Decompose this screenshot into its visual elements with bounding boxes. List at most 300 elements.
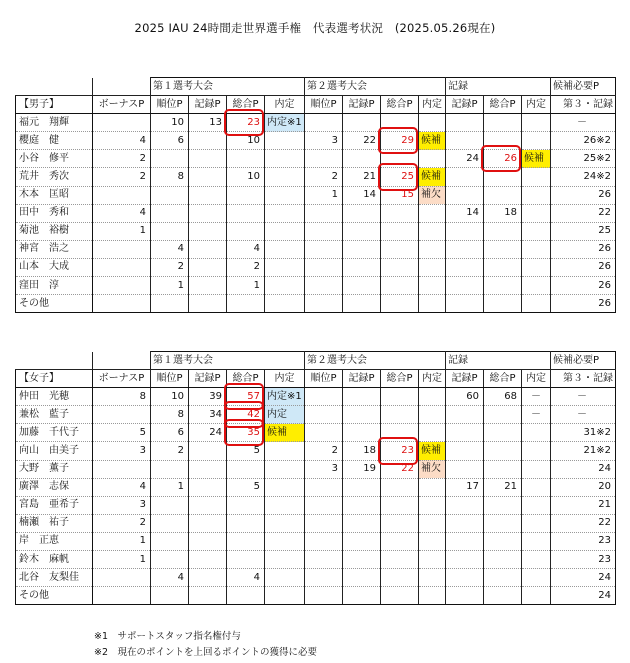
cell-r-total	[484, 569, 522, 587]
cell-need: －	[551, 406, 616, 424]
cell-s1-nt	[265, 277, 305, 295]
cell-s1-total	[227, 551, 265, 569]
cell-need: －	[551, 114, 616, 132]
cell-s1-rec	[189, 295, 227, 313]
cell-s2-rank: 2	[305, 442, 343, 460]
cell-s1-rec	[189, 569, 227, 587]
cell-s2-rec	[343, 424, 381, 442]
cell-s2-rec: 19	[343, 460, 381, 478]
cell-r-rec	[446, 587, 484, 605]
cell-s2-rec: 22	[343, 132, 381, 150]
cell-s1-rank: 4	[151, 569, 189, 587]
cell-s1-rank: 4	[151, 240, 189, 258]
cell-r-nt	[522, 551, 551, 569]
men-selection-table	[15, 77, 616, 313]
table-row	[16, 496, 616, 514]
col-s1-naitei: 内定	[265, 96, 305, 114]
cell-s2-rec	[343, 258, 381, 276]
cell-s2-total: 23	[381, 442, 419, 460]
cell-s1-rank: 8	[151, 168, 189, 186]
table-row	[16, 204, 616, 222]
col-s1-naitei: 内定	[265, 370, 305, 388]
cell-bonus	[93, 114, 151, 132]
cell-r-nt	[522, 460, 551, 478]
cell-s2-rec	[343, 277, 381, 295]
cell-bonus	[93, 240, 151, 258]
col-s2-rank: 順位P	[305, 96, 343, 114]
cell-need: 26	[551, 295, 616, 313]
group-header-record: 記録	[446, 352, 551, 370]
table-row	[16, 277, 616, 295]
cell-need: 24	[551, 460, 616, 478]
cell-s1-rank	[151, 460, 189, 478]
cell-name: 福元 翔輝	[16, 114, 93, 132]
cell-s2-rank	[305, 150, 343, 168]
cell-name: 加藤 千代子	[16, 424, 93, 442]
col-s1-record: 記録P	[189, 96, 227, 114]
cell-r-rec	[446, 258, 484, 276]
cell-s2-nt: 候補	[419, 168, 446, 186]
cell-s2-rec	[343, 587, 381, 605]
cell-s2-rank: 1	[305, 186, 343, 204]
table-row	[16, 258, 616, 276]
cell-r-rec	[446, 222, 484, 240]
cell-s1-nt	[265, 569, 305, 587]
table-row	[16, 587, 616, 605]
cell-s2-rank	[305, 114, 343, 132]
cell-s2-rank	[305, 240, 343, 258]
cell-r-rec	[446, 460, 484, 478]
cell-need: 26	[551, 277, 616, 295]
cell-s1-nt	[265, 132, 305, 150]
cell-s2-rank: 3	[305, 132, 343, 150]
cell-s1-nt	[265, 186, 305, 204]
table-row	[16, 569, 616, 587]
col-s2-rank: 順位P	[305, 370, 343, 388]
col-r-naitei: 内定	[522, 96, 551, 114]
cell-s1-total	[227, 587, 265, 605]
cell-need: 26	[551, 258, 616, 276]
cell-s2-rec: 21	[343, 168, 381, 186]
cell-s1-rank: 6	[151, 132, 189, 150]
cell-s1-rec	[189, 204, 227, 222]
cell-r-total	[484, 277, 522, 295]
cell-r-nt	[522, 587, 551, 605]
cell-r-total	[484, 514, 522, 532]
cell-name: 菊池 裕樹	[16, 222, 93, 240]
table-row	[16, 295, 616, 313]
cell-s2-total	[381, 532, 419, 550]
cell-r-rec: 24	[446, 150, 484, 168]
cell-r-nt	[522, 532, 551, 550]
cell-s2-nt: 候補	[419, 132, 446, 150]
cell-need: －	[551, 388, 616, 406]
cell-r-nt	[522, 114, 551, 132]
cell-s1-rank	[151, 186, 189, 204]
cell-name: 木本 匡昭	[16, 186, 93, 204]
cell-name: 宮島 亜希子	[16, 496, 93, 514]
cell-r-total	[484, 551, 522, 569]
col-s2-total: 総合P	[381, 96, 419, 114]
cell-s1-total: 42	[227, 406, 265, 424]
cell-s2-rank	[305, 424, 343, 442]
cell-s2-rec	[343, 514, 381, 532]
cell-s1-nt	[265, 551, 305, 569]
footnote-1: ※1 サポートスタッフ指名権付与	[94, 631, 241, 642]
cell-s2-rec	[343, 551, 381, 569]
group-header-stage2: 第２選考大会	[305, 352, 446, 370]
cell-s1-rank	[151, 496, 189, 514]
table-row	[16, 186, 616, 204]
cell-r-rec	[446, 406, 484, 424]
cell-s2-rank	[305, 406, 343, 424]
cell-s2-nt: 補欠	[419, 460, 446, 478]
cell-r-total	[484, 186, 522, 204]
cell-s2-nt	[419, 222, 446, 240]
cell-s2-rank	[305, 587, 343, 605]
cell-s2-rec	[343, 478, 381, 496]
cell-s1-rec	[189, 460, 227, 478]
cell-s1-total: 23	[227, 114, 265, 132]
cell-s2-rec	[343, 569, 381, 587]
cell-s2-total	[381, 406, 419, 424]
cell-r-nt	[522, 569, 551, 587]
cell-s1-rank: 8	[151, 406, 189, 424]
table-row	[16, 114, 616, 132]
cell-s2-total	[381, 569, 419, 587]
cell-s1-nt	[265, 150, 305, 168]
cell-s2-nt	[419, 514, 446, 532]
cell-r-total	[484, 114, 522, 132]
cell-s2-rank	[305, 478, 343, 496]
cell-s1-nt	[265, 240, 305, 258]
cell-r-nt	[522, 240, 551, 258]
cell-bonus: 2	[93, 168, 151, 186]
cell-s1-nt	[265, 204, 305, 222]
cell-s1-rank	[151, 204, 189, 222]
cell-s2-rec	[343, 114, 381, 132]
cell-s2-rec	[343, 388, 381, 406]
cell-s1-nt	[265, 532, 305, 550]
cell-name: 小谷 修平	[16, 150, 93, 168]
cell-need: 26	[551, 186, 616, 204]
cell-r-total	[484, 532, 522, 550]
cell-s2-nt	[419, 388, 446, 406]
cell-bonus	[93, 569, 151, 587]
col-s2-naitei: 内定	[419, 96, 446, 114]
header-blank	[16, 352, 93, 370]
cell-s1-total: 4	[227, 569, 265, 587]
cell-s1-rank	[151, 295, 189, 313]
cell-need: 21	[551, 496, 616, 514]
col-s1-record: 記録P	[189, 370, 227, 388]
header-blank	[16, 78, 93, 96]
cell-need: 23	[551, 532, 616, 550]
cell-need: 24※2	[551, 168, 616, 186]
cell-bonus	[93, 186, 151, 204]
col-need: 第３・記録	[551, 96, 616, 114]
cell-name: 櫻庭 健	[16, 132, 93, 150]
cell-need: 22	[551, 204, 616, 222]
cell-s2-nt	[419, 114, 446, 132]
cell-s1-rec	[189, 587, 227, 605]
cell-s1-total	[227, 222, 265, 240]
cell-s2-rank	[305, 551, 343, 569]
cell-s1-rec	[189, 222, 227, 240]
cell-r-rec	[446, 569, 484, 587]
table-row	[16, 168, 616, 186]
cell-s2-rank	[305, 222, 343, 240]
cell-s1-total	[227, 186, 265, 204]
cell-r-nt	[522, 478, 551, 496]
cell-s1-nt: 候補	[265, 424, 305, 442]
cell-bonus: 2	[93, 514, 151, 532]
cell-r-nt	[522, 204, 551, 222]
cell-bonus	[93, 277, 151, 295]
cell-s1-nt: 内定※1	[265, 114, 305, 132]
cell-s1-rec	[189, 514, 227, 532]
table-row	[16, 406, 616, 424]
cell-r-rec: 17	[446, 478, 484, 496]
cell-s1-total: 2	[227, 258, 265, 276]
table-row	[16, 240, 616, 258]
cell-r-total	[484, 240, 522, 258]
cell-s1-rec	[189, 478, 227, 496]
cell-s2-total	[381, 277, 419, 295]
cell-r-total: 68	[484, 388, 522, 406]
cell-s2-rank	[305, 258, 343, 276]
cell-r-nt: 候補	[522, 150, 551, 168]
cell-name: 窪田 淳	[16, 277, 93, 295]
cell-s1-rec	[189, 186, 227, 204]
cell-r-total	[484, 424, 522, 442]
col-r-total: 総合P	[484, 370, 522, 388]
cell-s1-rec	[189, 532, 227, 550]
cell-s2-total	[381, 258, 419, 276]
col-s2-naitei: 内定	[419, 370, 446, 388]
cell-s2-nt	[419, 240, 446, 258]
cell-bonus	[93, 460, 151, 478]
cell-need: 20	[551, 478, 616, 496]
group-header-stage1: 第１選考大会	[151, 352, 305, 370]
cell-s1-total: 35	[227, 424, 265, 442]
cell-s2-rank	[305, 532, 343, 550]
cell-s1-rank: 6	[151, 424, 189, 442]
cell-r-nt	[522, 222, 551, 240]
cell-s1-total: 10	[227, 132, 265, 150]
table-row	[16, 424, 616, 442]
cell-s2-total	[381, 295, 419, 313]
cell-s1-total: 5	[227, 442, 265, 460]
cell-s2-rank	[305, 204, 343, 222]
cell-s2-rec: 18	[343, 442, 381, 460]
col-r-naitei: 内定	[522, 370, 551, 388]
cell-need: 22	[551, 514, 616, 532]
women-selection-table	[15, 351, 616, 605]
cell-s2-rank	[305, 277, 343, 295]
table-row	[16, 442, 616, 460]
cell-name: 大野 薫子	[16, 460, 93, 478]
cell-s1-total	[227, 496, 265, 514]
cell-r-total	[484, 442, 522, 460]
col-s1-total: 総合P	[227, 96, 265, 114]
cell-r-rec	[446, 424, 484, 442]
cell-s2-total	[381, 240, 419, 258]
cell-s1-rank	[151, 222, 189, 240]
col-need: 第３・記録	[551, 370, 616, 388]
cell-name: 仲田 光穂	[16, 388, 93, 406]
cell-s2-nt	[419, 150, 446, 168]
cell-s2-nt	[419, 295, 446, 313]
table-row	[16, 460, 616, 478]
cell-r-nt	[522, 277, 551, 295]
cell-bonus: 3	[93, 442, 151, 460]
cell-r-rec	[446, 240, 484, 258]
col-r-record: 記録P	[446, 370, 484, 388]
cell-s2-rec	[343, 406, 381, 424]
cell-s2-rank: 2	[305, 168, 343, 186]
cell-name: 向山 由美子	[16, 442, 93, 460]
cell-name: 楠瀬 祐子	[16, 514, 93, 532]
cell-s1-nt	[265, 168, 305, 186]
cell-r-nt	[522, 496, 551, 514]
cell-s2-nt	[419, 424, 446, 442]
cell-s1-rank: 2	[151, 442, 189, 460]
cell-s2-rank	[305, 514, 343, 532]
cell-s1-rec	[189, 132, 227, 150]
cell-r-total	[484, 295, 522, 313]
cell-s1-nt: 内定	[265, 406, 305, 424]
cell-s2-total	[381, 551, 419, 569]
cell-s1-total	[227, 532, 265, 550]
cell-s2-total: 15	[381, 186, 419, 204]
col-s2-record: 記録P	[343, 96, 381, 114]
cell-s2-total	[381, 478, 419, 496]
col-s1-rank: 順位P	[151, 370, 189, 388]
cell-s2-total: 22	[381, 460, 419, 478]
cell-r-nt	[522, 168, 551, 186]
table-row	[16, 551, 616, 569]
cell-s1-rec	[189, 240, 227, 258]
cell-bonus: 4	[93, 132, 151, 150]
cell-s1-rank: 10	[151, 114, 189, 132]
cell-bonus	[93, 587, 151, 605]
cell-s2-rec: 14	[343, 186, 381, 204]
cell-r-total	[484, 406, 522, 424]
cell-s1-total: 10	[227, 168, 265, 186]
cell-r-rec	[446, 496, 484, 514]
page-title: 2025 IAU 24時間走世界選手権 代表選考状況 (2025.05.26現在)	[134, 21, 496, 35]
col-r-record: 記録P	[446, 96, 484, 114]
group-header-stage1: 第１選考大会	[151, 78, 305, 96]
cell-s2-nt	[419, 277, 446, 295]
cell-bonus	[93, 258, 151, 276]
cell-name: 荒井 秀次	[16, 168, 93, 186]
cell-bonus: 1	[93, 222, 151, 240]
cell-name: 鈴木 麻帆	[16, 551, 93, 569]
cell-s2-nt	[419, 496, 446, 514]
col-r-total: 総合P	[484, 96, 522, 114]
cell-s1-rank: 2	[151, 258, 189, 276]
cell-s2-nt	[419, 551, 446, 569]
cell-s2-rank	[305, 388, 343, 406]
cell-need: 26※2	[551, 132, 616, 150]
cell-name: その他	[16, 587, 93, 605]
cell-s2-nt: 補欠	[419, 186, 446, 204]
cell-r-nt	[522, 514, 551, 532]
cell-s1-rec: 34	[189, 406, 227, 424]
cell-s2-rec	[343, 204, 381, 222]
cell-need: 23	[551, 551, 616, 569]
table-row	[16, 514, 616, 532]
cell-name: 廣澤 志保	[16, 478, 93, 496]
cell-bonus: 2	[93, 150, 151, 168]
cell-s1-rank	[151, 551, 189, 569]
cell-r-total	[484, 587, 522, 605]
cell-r-rec: 60	[446, 388, 484, 406]
cell-r-rec	[446, 186, 484, 204]
cell-s1-rank	[151, 514, 189, 532]
cell-r-nt	[522, 295, 551, 313]
cell-s1-total	[227, 150, 265, 168]
cell-s1-total	[227, 460, 265, 478]
cell-bonus: 1	[93, 532, 151, 550]
cell-bonus	[93, 406, 151, 424]
men-section-label: 【男子】	[16, 96, 93, 114]
cell-need: 25※2	[551, 150, 616, 168]
cell-s2-total: 25	[381, 168, 419, 186]
cell-s1-rec: 24	[189, 424, 227, 442]
col-s2-record: 記録P	[343, 370, 381, 388]
cell-r-rec	[446, 514, 484, 532]
cell-r-rec	[446, 132, 484, 150]
cell-r-nt	[522, 132, 551, 150]
cell-r-total	[484, 460, 522, 478]
cell-bonus: 1	[93, 551, 151, 569]
cell-s2-total	[381, 496, 419, 514]
cell-s1-rec	[189, 168, 227, 186]
col-s1-total: 総合P	[227, 370, 265, 388]
cell-r-rec	[446, 114, 484, 132]
cell-s1-rec: 39	[189, 388, 227, 406]
cell-need: 26	[551, 240, 616, 258]
cell-s2-rec	[343, 150, 381, 168]
cell-s1-rec	[189, 496, 227, 514]
cell-s1-rec	[189, 150, 227, 168]
cell-name: 岸 正恵	[16, 532, 93, 550]
cell-s2-rank	[305, 496, 343, 514]
cell-s2-rank: 3	[305, 460, 343, 478]
table-row	[16, 150, 616, 168]
cell-name: 山本 大成	[16, 258, 93, 276]
cell-s1-rank: 1	[151, 277, 189, 295]
cell-bonus: 5	[93, 424, 151, 442]
cell-r-nt	[522, 186, 551, 204]
cell-r-rec: 14	[446, 204, 484, 222]
cell-s2-rec	[343, 496, 381, 514]
cell-name: その他	[16, 295, 93, 313]
cell-r-total: 18	[484, 204, 522, 222]
cell-s1-nt	[265, 442, 305, 460]
cell-bonus: 8	[93, 388, 151, 406]
cell-s2-rec	[343, 240, 381, 258]
group-header-record: 記録	[446, 78, 551, 96]
table-row	[16, 222, 616, 240]
cell-r-rec	[446, 277, 484, 295]
cell-s2-rec	[343, 222, 381, 240]
cell-s1-total	[227, 514, 265, 532]
cell-s1-nt	[265, 222, 305, 240]
